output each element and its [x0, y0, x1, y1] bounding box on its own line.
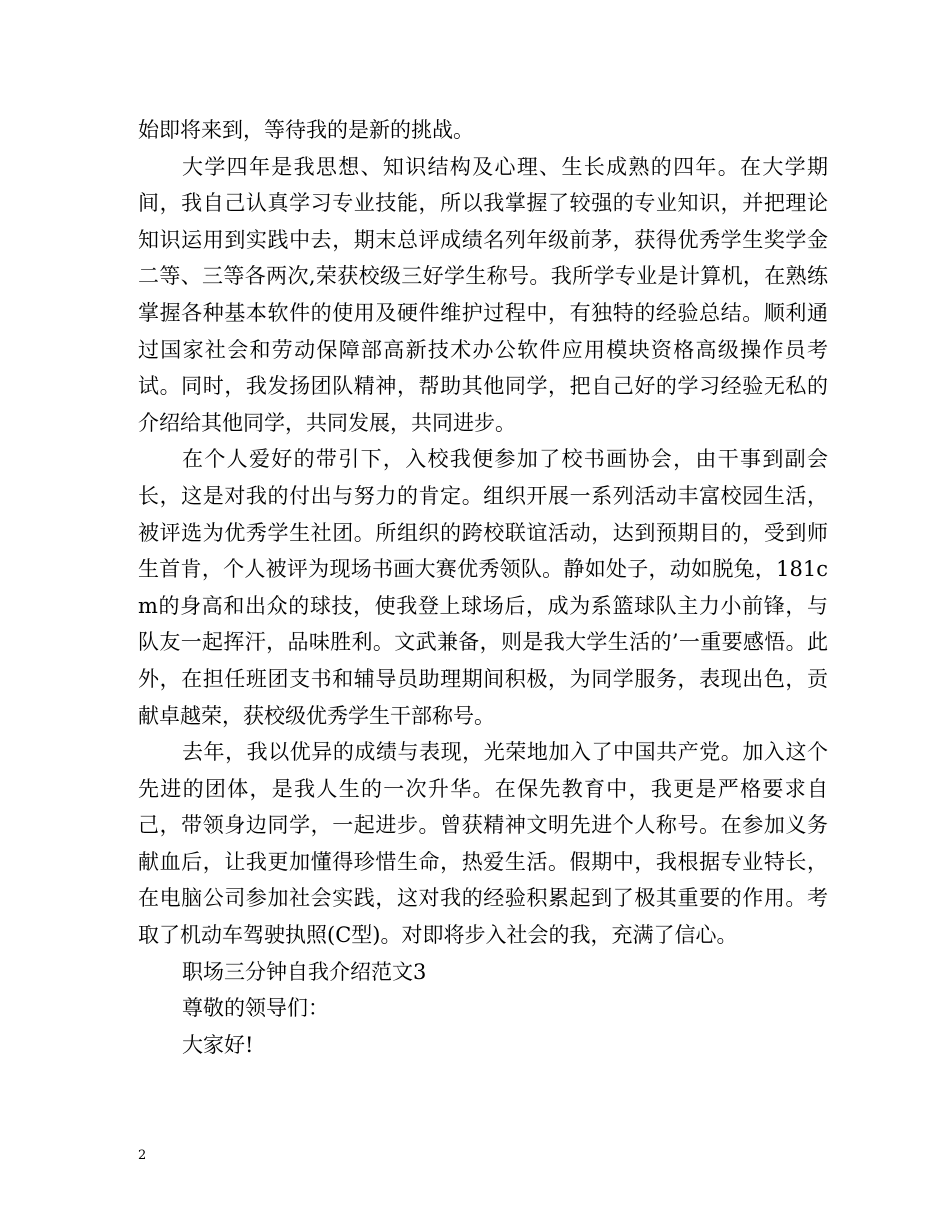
- paragraph-university-study: 大学四年是我思想、知识结构及心理、生长成熟的四年。在大学期间，我自己认真学习专业技能，所以我掌握了较强的专业知识，并把理论知识运用到实践中去，期末总评成绩名列年级前茅，获得优秀学生奖学金二等、三等各两次,荣获校级三好学生称号。我所学专业是计算机，在熟练掌握各种基本软件的使用及硬件维护过程中，有独特的经验总结。顺利通过国家社会和劳动保障部高新技术办公软件应用模块资格高级操作员考试。同时，我发扬团队精神，帮助其他同学，把自己好的学习经验无私的介绍给其他同学，共同发展，共同进步。: [138, 154, 828, 435]
- section-heading: 职场三分钟自我介绍范文3: [182, 959, 427, 984]
- paragraph-continuation: 始即将来到，等待我的是新的挑战。: [138, 118, 474, 142]
- page-number: 2: [138, 1148, 147, 1163]
- paragraph-hobbies-activities: 在个人爱好的带引下，入校我便参加了校书画协会，由干事到副会长，这是对我的付出与努力的肯定。组织开展一系列活动丰富校园生活，被评选为优秀学生社团。所组织的跨校联谊活动，达到预期目的，受到师生首肯，个人被评为现场书画大赛优秀领队。静如处子，动如脱兔，181cm的身高和出众的球技，使我登上球场后，成为系篮球队主力小前锋，与队友一起挥汗，品味胜利。文武兼备，则是我大学生活的’一重要感悟。此外，在担任班团支书和辅导员助理期间积极，为同学服务，表现出色，贡献卓越荣，获校级优秀学生干部称号。: [138, 447, 828, 728]
- greeting: 大家好!: [182, 1032, 254, 1057]
- salutation: 尊敬的领导们：: [182, 996, 329, 1021]
- document-body: [138, 112, 828, 1063]
- paragraph-party-membership: 去年，我以优异的成绩与表现，光荣地加入了中国共产党。加入这个先进的团体，是我人生的一次升华。在保先教育中，我更是严格要求自己，带领身边同学，一起进步。曾获精神文明先进个人称号。在参加义务献血后，让我更加懂得珍惜生命，热爱生活。假期中，我根据专业特长，在电脑公司参加社会实践，这对我的经验积累起到了极其重要的作用。考取了机动车驾驶执照(C型)。对即将步入社会的我，充满了信心。: [138, 740, 828, 948]
